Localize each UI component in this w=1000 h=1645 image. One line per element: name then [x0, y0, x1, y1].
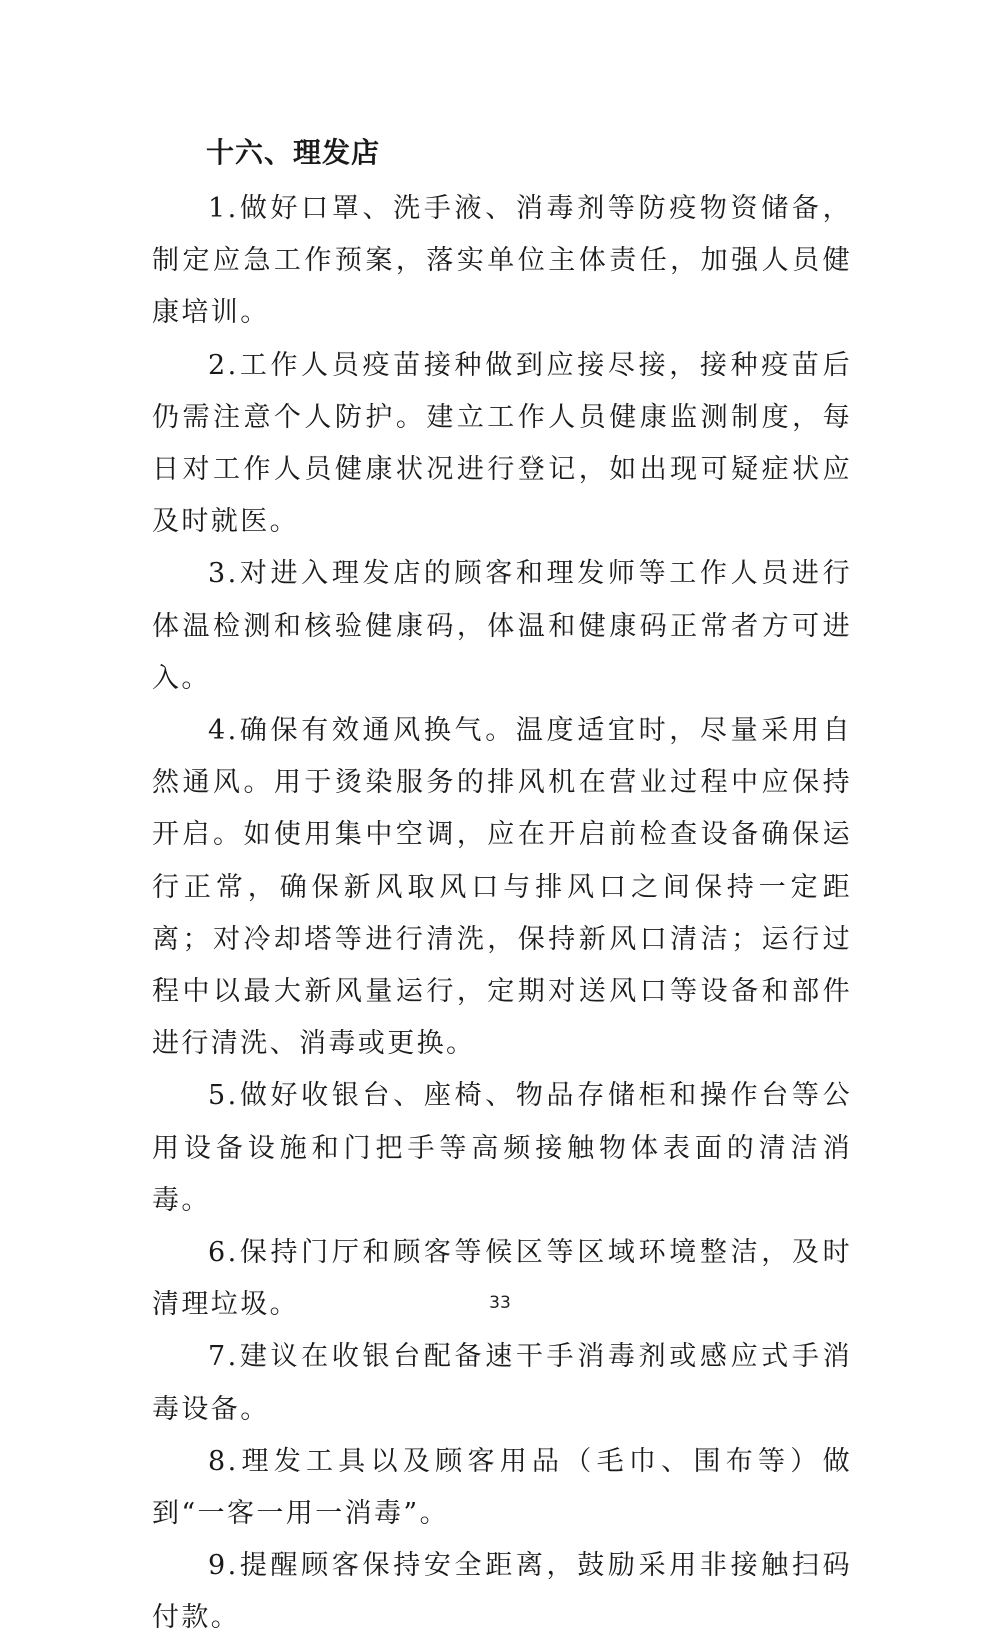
page-number: 33 [489, 1293, 511, 1313]
section-heading: 十六、理发店 [206, 136, 381, 169]
paragraph-2: 2.工作人员疫苗接种做到应接尽接，接种疫苗后仍需注意个人防护。建立工作人员健康监测制度，每日对工作人员健康状况进行登记，如出现可疑症状应及时就医。 [152, 349, 852, 538]
paragraph-3: 3.对进入理发店的顾客和理发师等工作人员进行体温检测和核验健康码，体温和健康码正常者方可进入。 [152, 558, 852, 694]
paragraph-4: 4.确保有效通风换气。温度适宜时，尽量采用自然通风。用于烫染服务的排风机在营业过程中应保持开启。如使用集中空调，应在开启前检查设备确保运行正常，确保新风取风口与排风口之间保持一定距离；对冷却塔等进行清洗，保持新风口清洁；运行过程中以最大新风量运行，定期对送风口等设备和部件进行清洗、消毒或更换。 [152, 715, 852, 1060]
paragraph-7: 7.建议在收银台配备速干手消毒剂或感应式手消毒设备。 [152, 1341, 852, 1425]
body-text [152, 183, 852, 1645]
paragraph-9: 9.提醒顾客保持安全距离，鼓励采用非接触扫码付款。 [152, 1550, 852, 1634]
paragraph-6: 6.保持门厅和顾客等候区等区域环境整洁，及时清理垃圾。 [152, 1237, 852, 1321]
paragraph-5: 5.做好收银台、座椅、物品存储柜和操作台等公用设备设施和门把手等高频接触物体表面的清洁消毒。 [152, 1080, 852, 1216]
paragraph-1: 1.做好口罩、洗手液、消毒剂等防疫物资储备，制定应急工作预案，落实单位主体责任，加强人员健康培训。 [152, 193, 852, 329]
paragraph-8: 8.理发工具以及顾客用品（毛巾、围布等）做到“一客一用一消毒”。 [152, 1445, 852, 1530]
